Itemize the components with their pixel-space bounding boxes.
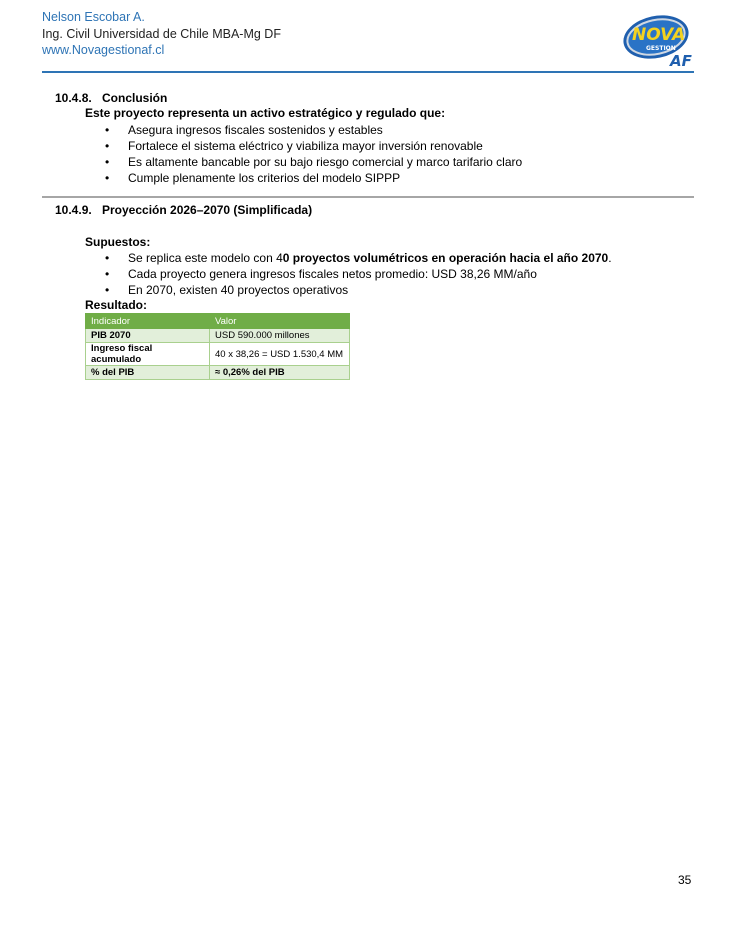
conclusion-number: 10.4.8. — [55, 91, 92, 105]
bullet-icon: • — [105, 251, 110, 265]
conclusion-heading — [55, 91, 167, 105]
author-name: Nelson Escobar A. — [42, 10, 145, 24]
page-header — [42, 10, 694, 72]
logo-sub: GESTION — [646, 45, 676, 52]
list-item: • Se replica este modelo con 40 proyectos volumétricos en operación hacia el año 2070. — [105, 251, 612, 265]
result-label: Resultado: — [85, 298, 148, 312]
bullet-icon: • — [105, 155, 110, 169]
header-indicador: Indicador — [86, 314, 210, 329]
nova-gestion-af-logo — [620, 10, 696, 68]
list-item: • Asegura ingresos fiscales sostenidos y estables — [105, 123, 383, 137]
website-link[interactable]: www.Novagestionaf.cl — [42, 43, 165, 57]
conclusion-bullets — [85, 122, 522, 186]
table-row: Ingreso fiscal acumulado 40 x 38,26 = USD 1.530,4 MM — [86, 343, 350, 366]
conclusion-title: Conclusión — [102, 91, 168, 105]
bullet-icon: • — [105, 139, 110, 153]
bullet-icon: • — [105, 123, 110, 137]
list-item: • Es altamente bancable por su bajo riesgo comercial y marco tarifario claro — [105, 155, 523, 169]
assumptions-label: Supuestos: — [85, 235, 151, 249]
result-table — [85, 313, 350, 380]
table-row: % del PIB ≈ 0,26% del PIB — [86, 366, 350, 380]
projection-title: Proyección 2026–2070 (Simplificada) — [102, 203, 313, 217]
projection-number: 10.4.9. — [55, 203, 92, 217]
section-divider — [42, 196, 694, 198]
list-item: • Cumple plenamente los criterios del modelo SIPPP — [105, 171, 401, 185]
projection-heading — [55, 203, 312, 217]
bullet-icon: • — [105, 171, 110, 185]
page-number: 35 — [678, 873, 692, 887]
header-rule — [42, 71, 694, 73]
list-item: • Fortalece el sistema eléctrico y viabiliza mayor inversión renovable — [105, 139, 483, 153]
bullet-icon: • — [105, 267, 110, 281]
header-valor: Valor — [210, 314, 350, 329]
table-row: PIB 2070 USD 590.000 millones — [86, 329, 350, 343]
bullet-icon: • — [105, 283, 110, 297]
table-header-row — [86, 314, 350, 329]
author-title: Ing. Civil Universidad de Chile MBA-Mg DF — [42, 27, 281, 41]
assumptions-bullets — [85, 250, 612, 298]
logo-brand: NOVA — [632, 25, 686, 45]
list-item: • En 2070, existen 40 proyectos operativos — [105, 283, 349, 297]
logo-mark: AF — [670, 52, 692, 68]
conclusion-lead: Este proyecto representa un activo estratégico y regulado que: — [85, 106, 446, 120]
list-item: • Cada proyecto genera ingresos fiscales netos promedio: USD 38,26 MM/año — [105, 267, 537, 281]
